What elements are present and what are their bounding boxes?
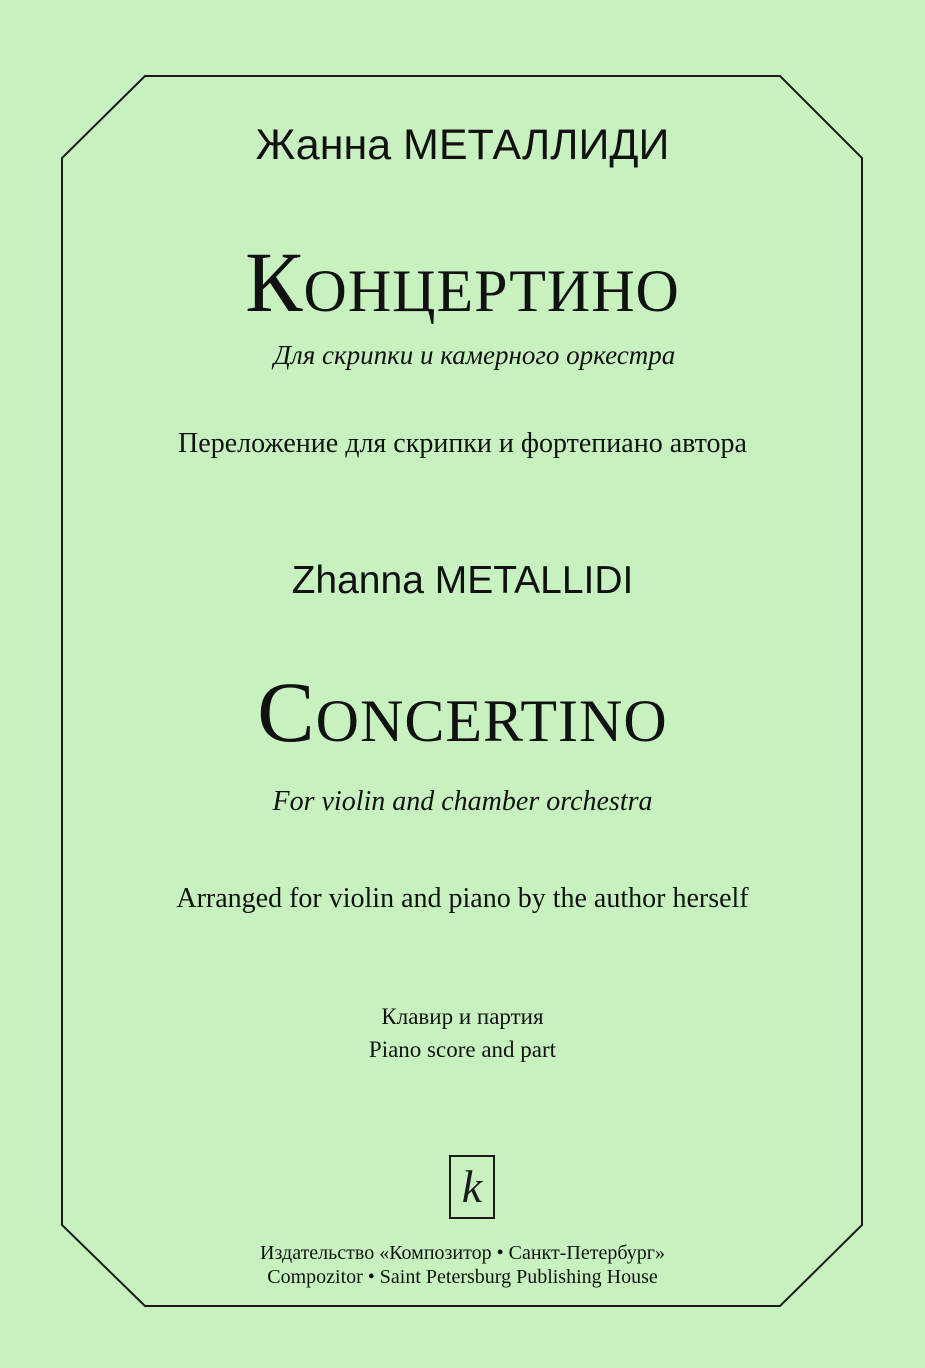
author-ru: Жанна МЕТАЛЛИДИ — [255, 121, 670, 169]
arrangement-ru: Переложение для скрипки и фортепиано автора — [178, 428, 747, 459]
publisher-ru: Издательство «Композитор • Санкт-Петербург» — [260, 1242, 665, 1264]
author-en: Zhanna METALLIDI — [291, 559, 634, 602]
subtitle-en: For violin and chamber orchestra — [272, 786, 653, 817]
subtitle-ru: Для скрипки и камерного оркестра — [273, 340, 676, 370]
publisher-en: Compozitor • Saint Petersburg Publishing House — [267, 1266, 658, 1288]
publisher-logo-icon — [449, 1155, 495, 1219]
publisher-logo-letter: k — [461, 1161, 483, 1212]
edition-ru: Клавир и партия — [381, 1004, 544, 1029]
edition-en: Piano score and part — [368, 1037, 557, 1062]
title-ru: Концертино — [245, 234, 680, 330]
arrangement-en: Arranged for violin and piano by the author herself — [176, 883, 749, 914]
title-en: Concertino — [257, 664, 668, 760]
